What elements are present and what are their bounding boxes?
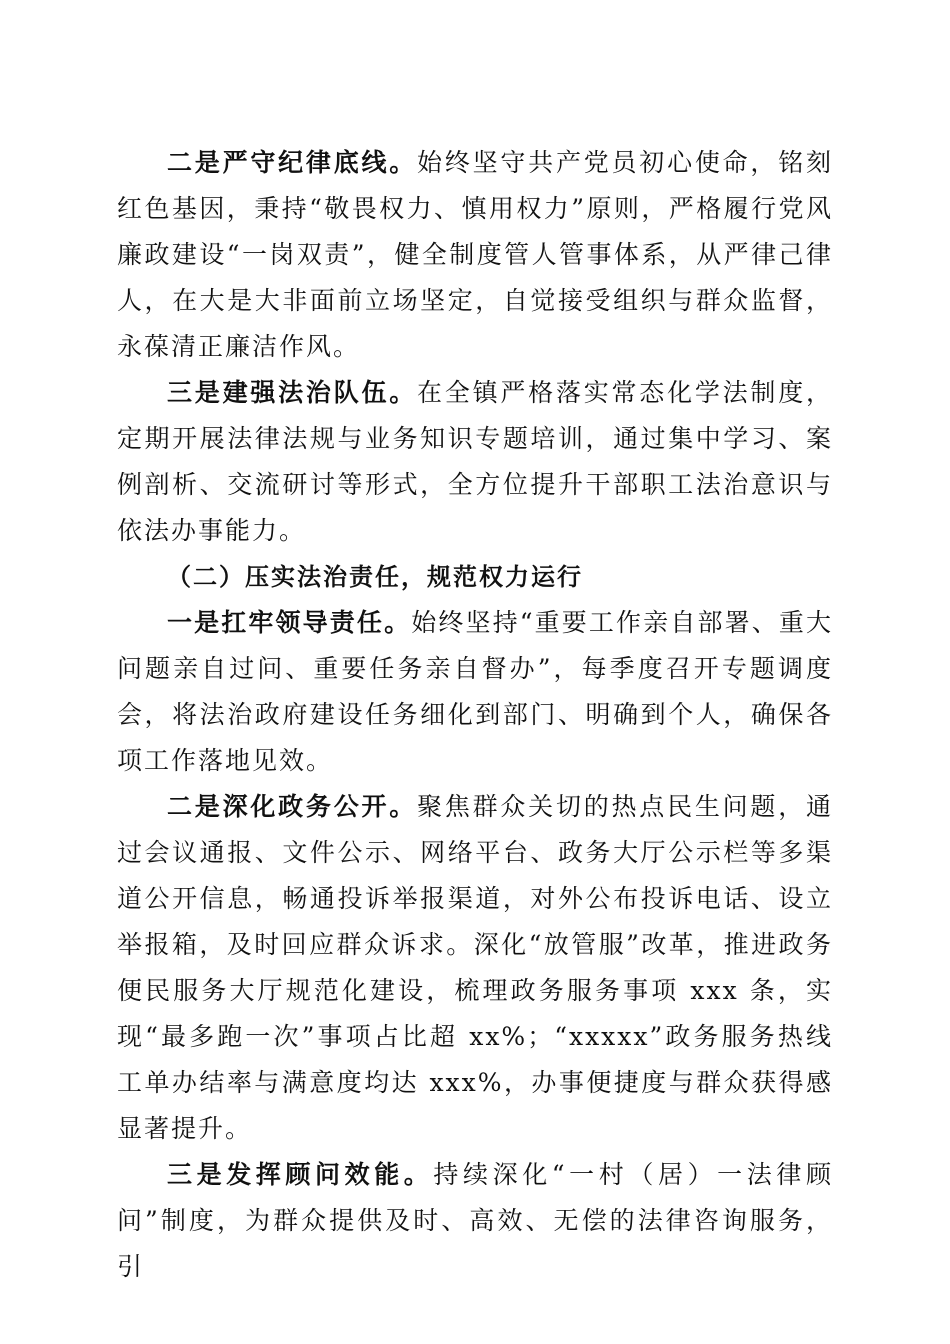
paragraph-text: 始终坚持“重要工作亲自部署、重大问题亲自过问、重要任务亲自督办”，每季度召开专题调度会，将法治政府建设任务细化到部门、明确到个人，确保各项工作落地见效。 [117,608,833,775]
paragraph-legal-advisor [117,1152,833,1290]
paragraph-text: 在全镇严格落实常态化学法制度，定期开展法律法规与业务知识专题培训，通过集中学习、案例剖析、交流研讨等形式，全方位提升干部职工法治意识与依法办事能力。 [117,378,833,545]
paragraph-lead: 二是深化政务公开。 [167,792,418,821]
paragraph-transparency [117,784,833,1152]
paragraph-lead: 三是发挥顾问效能。 [167,1160,434,1189]
section-heading: （二）压实法治责任，规范权力运行 [167,563,583,591]
paragraph-discipline [117,140,833,370]
paragraph-text: 持续深化“一村（居）一法律顾问”制度，为群众提供及时、高效、无偿的法律咨询服务，引 [117,1160,833,1281]
document-body [117,140,833,1290]
paragraph-legal-team [117,370,833,554]
paragraph-text: 聚焦群众关切的热点民生问题，通过会议通报、文件公示、网络平台、政务大厅公示栏等多渠道公开信息，畅通投诉举报渠道，对外公布投诉电话、设立举报箱，及时回应群众诉求。深化“放管服”改革，推进政务便民服务大厅规范化建设，梳理政务服务事项 xxx 条，实现“最多跑一次”事项占比超 xx%；“xxxxx”政务服务热线工单办结率与满意度均达 xxx%，办事便捷度与群众获得感显著提升。 [117,792,833,1143]
paragraph-text: 始终坚守共产党员初心使命，铭刻红色基因，秉持“敬畏权力、慎用权力”原则，严格履行党风廉政建设“一岗双责”，健全制度管人管事体系，从严律己律人，在大是大非面前立场坚定，自觉接受组织与群众监督，永葆清正廉洁作风。 [117,148,833,361]
paragraph-lead: 一是扛牢领导责任。 [167,608,412,637]
paragraph-lead: 二是严守纪律底线。 [167,148,418,177]
paragraph-lead: 三是建强法治队伍。 [167,378,418,407]
paragraph-leadership [117,600,833,784]
